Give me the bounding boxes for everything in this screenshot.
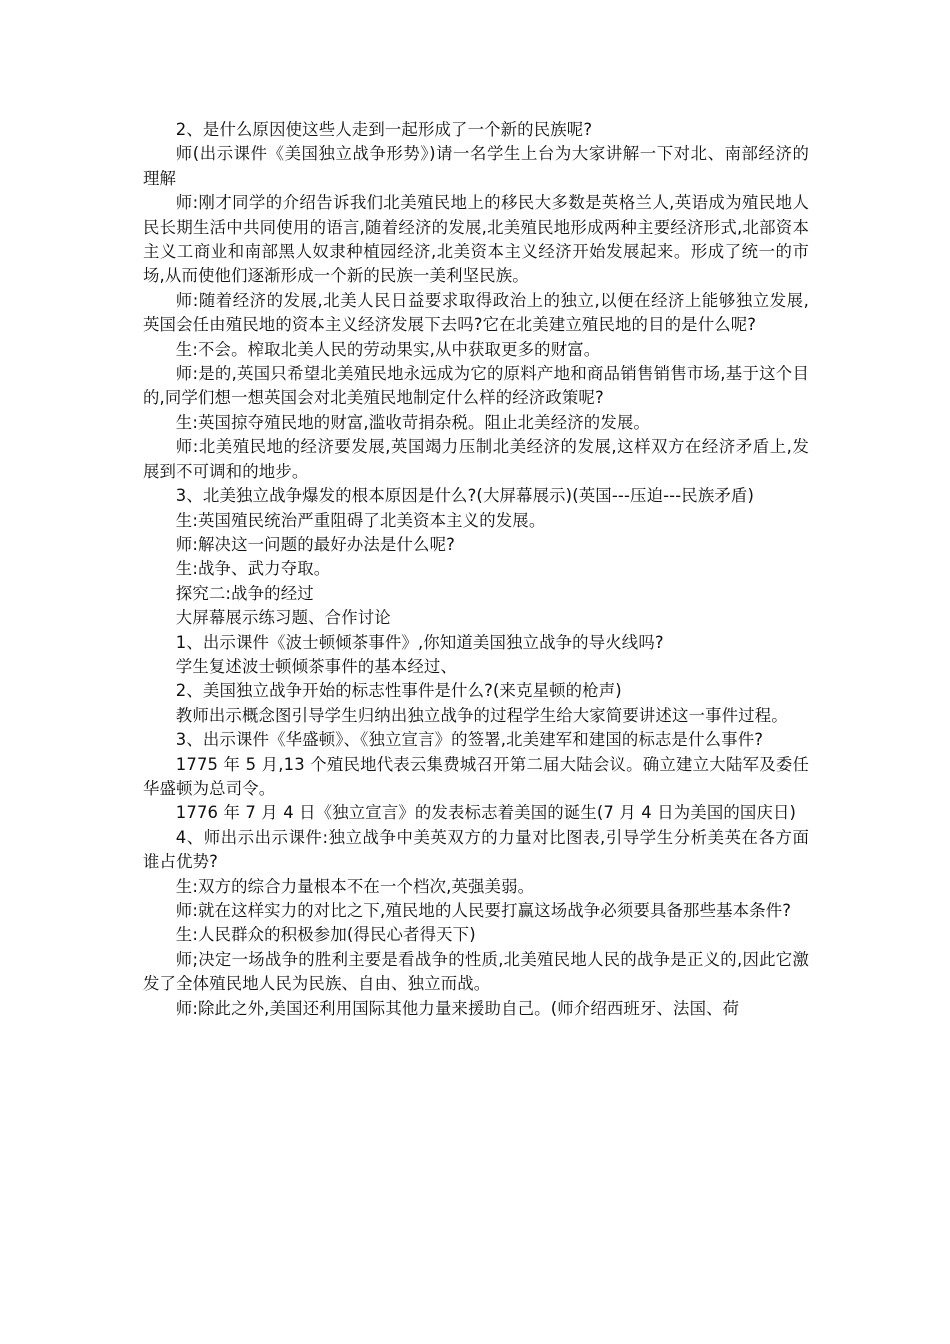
paragraph: 生:不会。榨取北美人民的劳动果实,从中获取更多的财富。 bbox=[175, 339, 601, 359]
paragraph: 2、是什么原因使这些人走到一起形成了一个新的民族呢? bbox=[175, 120, 593, 139]
paragraph: 生:战争、武力夺取。 bbox=[175, 559, 331, 579]
document-body bbox=[143, 118, 809, 1021]
paragraph: 师(出示课件《美国独立战争形势》)请一名学生上台为大家讲解一下对北、南部经济的理解 bbox=[143, 144, 809, 188]
paragraph: 学生复述波士顿倾茶事件的基本经过、 bbox=[175, 656, 457, 676]
paragraph: 师;决定一场战争的胜利主要是看战争的性质,北美殖民地人民的战争是正义的,因此它激发了全体殖民地人民为民族、自由、独立而战。 bbox=[143, 949, 809, 994]
paragraph: 师:刚才同学的介绍告诉我们北美殖民地上的移民大多数是英格兰人,英语成为殖民地人民长期生活中共同使用的语言,随着经济的发展,北美殖民地形成两种主要经济形式,北部资本主义工商业和南部黑人奴隶种植园经济,北美资本主义经济开始发展起来。形成了统一的市场,从而使他们逐渐形成一个新的民族一美利坚民族。 bbox=[143, 193, 809, 286]
paragraph: 师:北美殖民地的经济要发展,英国竭力压制北美经济的发展,这样双方在经济矛盾上,发展到不可调和的地步。 bbox=[143, 437, 809, 481]
paragraph: 1776 年 7 月 4 日《独立宣言》的发表标志着美国的诞生(7 月 4 日为美国的国庆日) bbox=[175, 803, 797, 823]
paragraph: 师:除此之外,美国还利用国际其他力量来援助自己。(师介绍西班牙、法国、荷 bbox=[175, 998, 740, 1018]
paragraph: 1775 年 5 月,13 个殖民地代表云集费城召开第二届大陆会议。确立建立大陆军及委任华盛顿为总司令。 bbox=[143, 754, 809, 798]
paragraph: 1、出示课件《波士顿倾茶事件》,你知道美国独立战争的导火线吗? bbox=[175, 632, 664, 652]
paragraph: 师:是的,英国只希望北美殖民地永远成为它的原料产地和商品销售销售市场,基于这个目的,同学们想一想英国会对北美殖民地制定什么样的经济政策呢? bbox=[143, 364, 809, 408]
paragraph: 4、师出示出示课件:独立战争中美英双方的力量对比图表,引导学生分析美英在各方面谁占优势? bbox=[143, 827, 809, 872]
paragraph: 生:英国掠夺殖民地的财富,滥收苛捐杂税。阻止北美经济的发展。 bbox=[175, 412, 650, 432]
paragraph: 生:人民群众的积极参加(得民心者得天下) bbox=[175, 925, 476, 945]
section-heading: 探究二:战争的经过 bbox=[175, 583, 314, 603]
paragraph: 生:双方的综合力量根本不在一个档次,英强美弱。 bbox=[175, 876, 535, 896]
paragraph: 2、美国独立战争开始的标志性事件是什么?(来克星顿的枪声) bbox=[175, 681, 622, 701]
paragraph: 师:解决这一问题的最好办法是什么呢? bbox=[175, 534, 455, 554]
paragraph: 师:随着经济的发展,北美人民日益要求取得政治上的独立,以便在经济上能够独立发展,英国会任由殖民地的资本主义经济发展下去吗?它在北美建立殖民地的目的是什么呢? bbox=[143, 290, 809, 335]
paragraph: 3、北美独立战争爆发的根本原因是什么?(大屏幕展示)(英国---压迫---民族矛盾) bbox=[175, 486, 755, 506]
paragraph: 师:就在这样实力的对比之下,殖民地的人民要打赢这场战争必须要具备那些基本条件? bbox=[175, 901, 792, 920]
paragraph: 教师出示概念图引导学生归纳出独立战争的过程学生给大家简要讲述这一事件过程。 bbox=[175, 705, 788, 725]
paragraph: 生:英国殖民统治严重阻碍了北美资本主义的发展。 bbox=[175, 510, 546, 530]
paragraph: 大屏幕展示练习题、合作讨论 bbox=[175, 608, 391, 628]
paragraph: 3、出示课件《华盛顿》、《独立宣言》的签署,北美建军和建国的标志是什么事件? bbox=[175, 730, 764, 750]
